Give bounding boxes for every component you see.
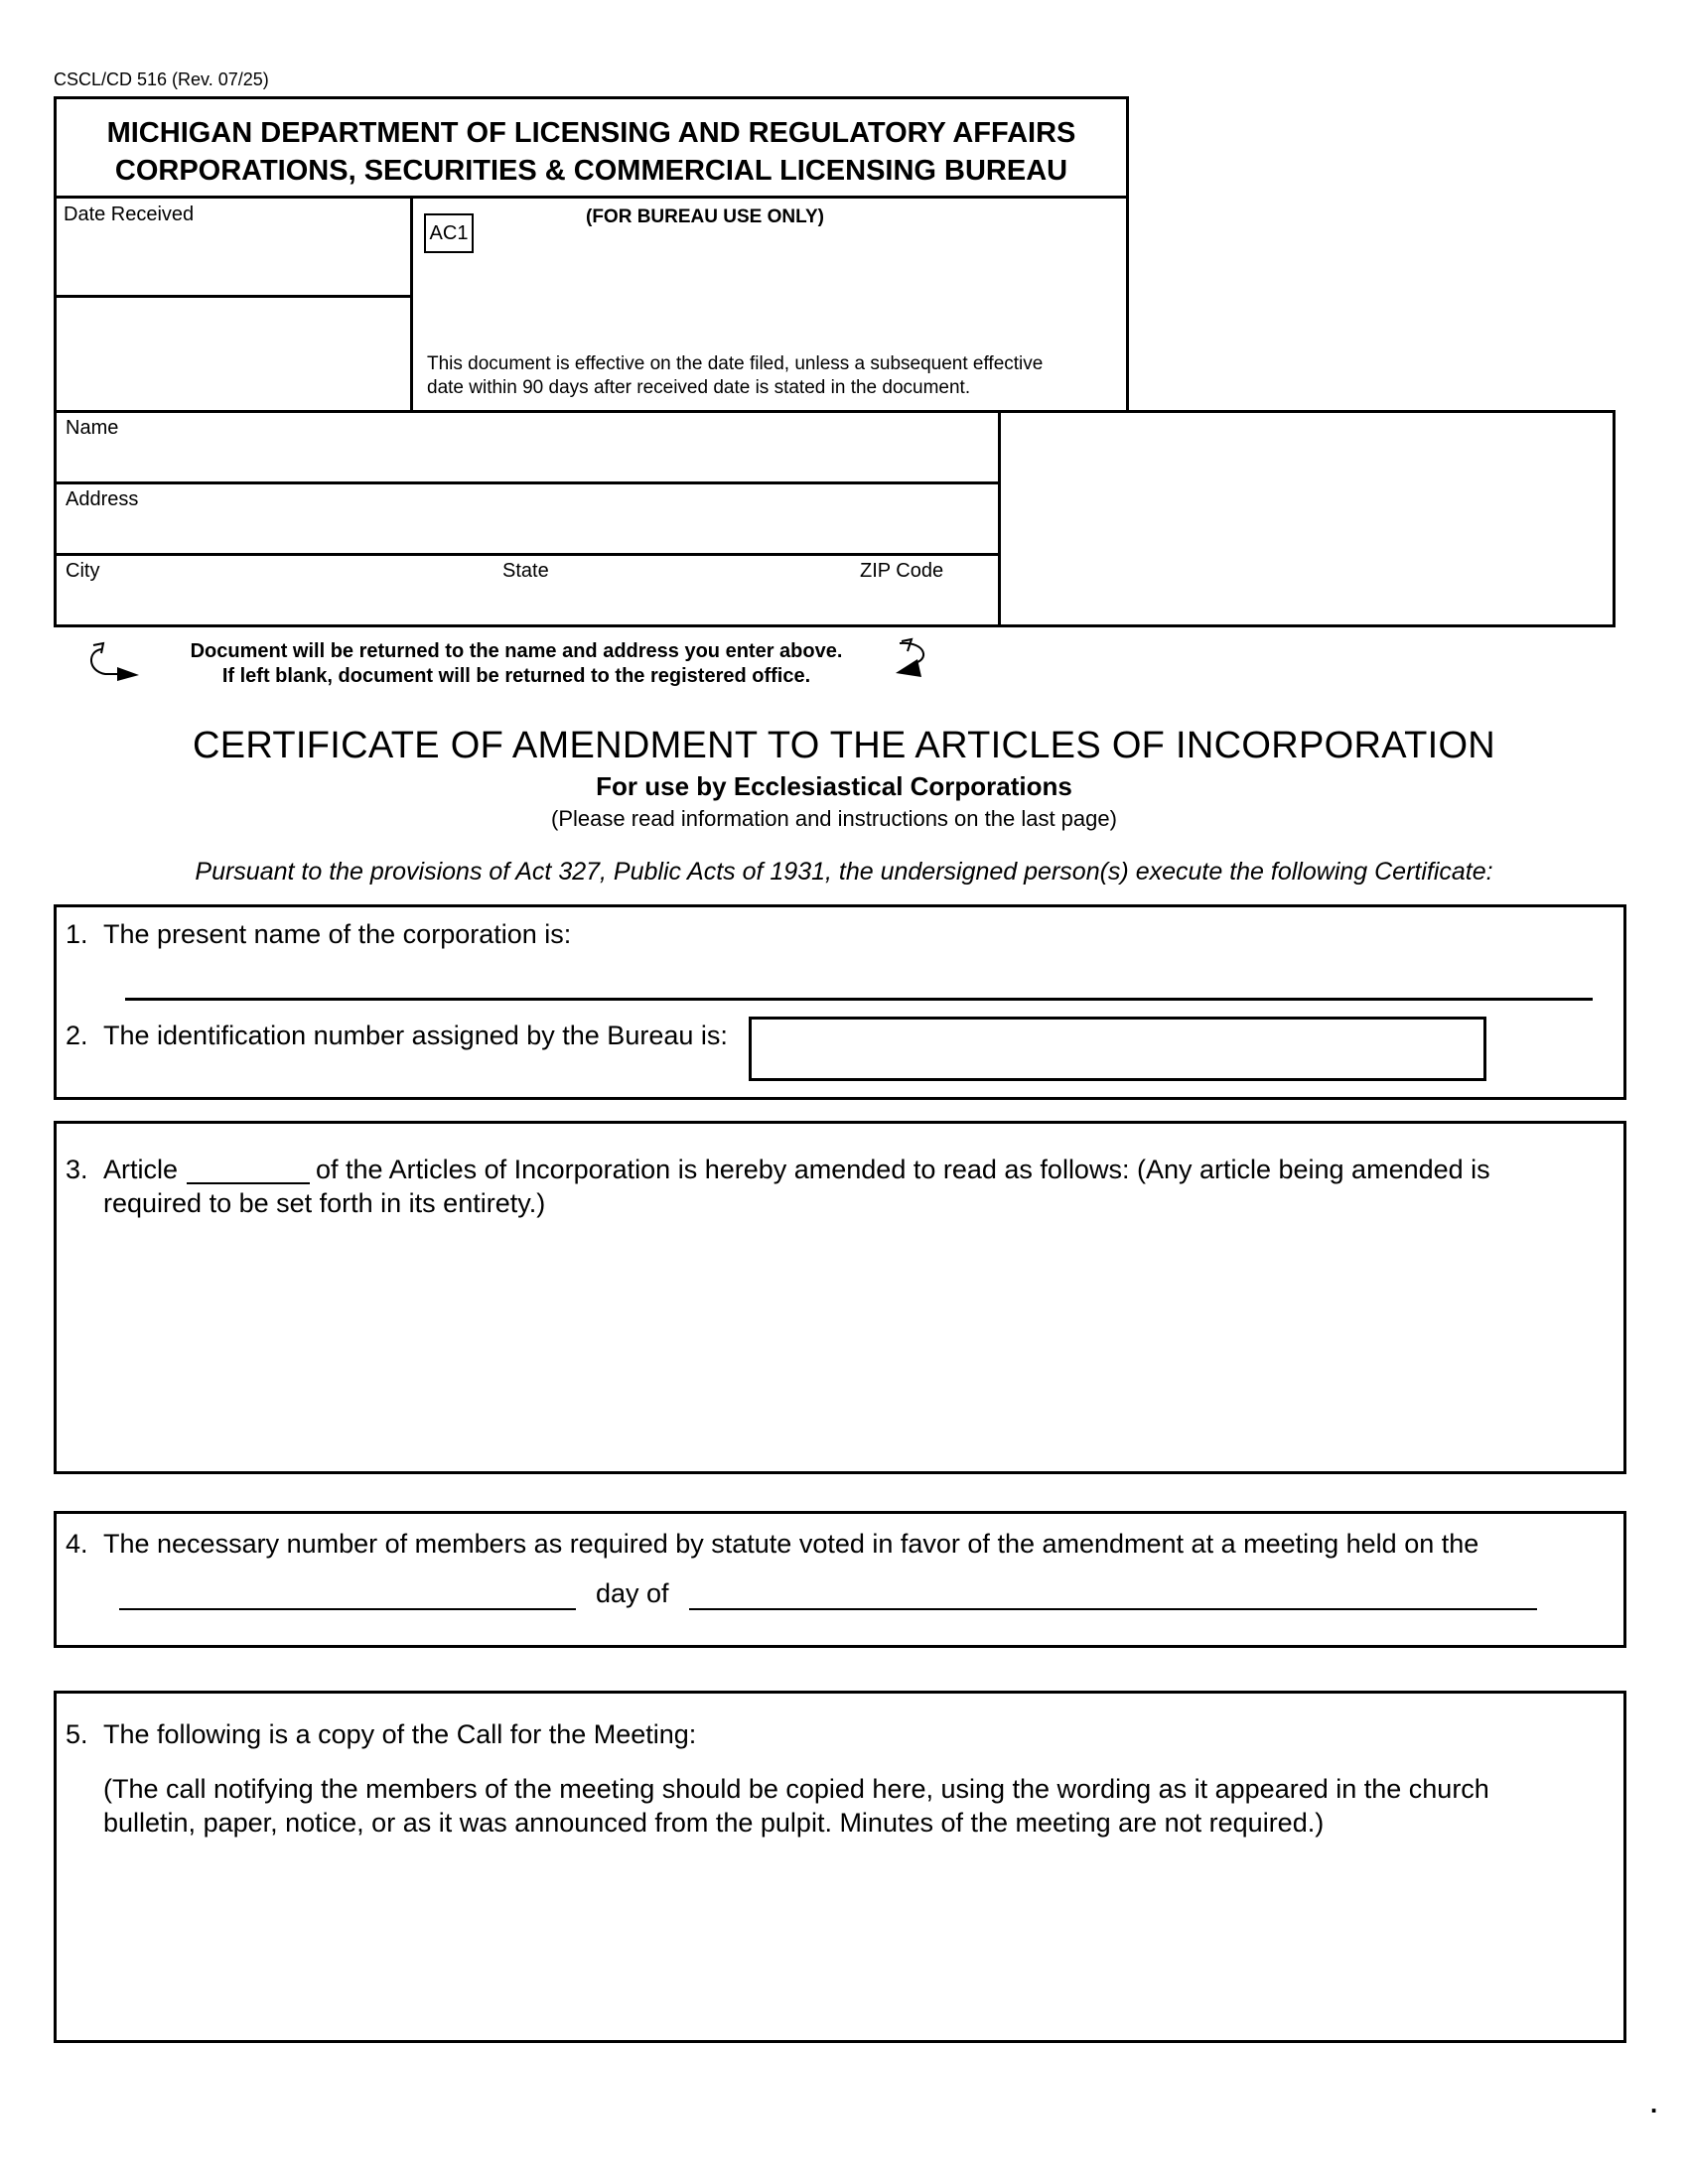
article-number-underline	[187, 1182, 310, 1184]
divider	[54, 553, 1000, 556]
preamble: Pursuant to the provisions of Act 327, Public Acts of 1931, the undersigned person(s) execute the following Certificate:	[195, 858, 1493, 886]
item-3-prefix: Article	[103, 1155, 179, 1184]
item-2-number: 2.	[66, 1021, 88, 1050]
form-code: CSCL/CD 516 (Rev. 07/25)	[54, 69, 269, 89]
return-arrow-left-icon	[83, 641, 145, 683]
certificate-subtitle: For use by Ecclesiastical Corporations	[596, 771, 1072, 801]
day-of-label: day of	[596, 1578, 669, 1608]
return-arrow-right-icon	[892, 637, 937, 683]
date-received-label: Date Received	[64, 204, 195, 225]
meeting-call-text-area[interactable]	[66, 1852, 1615, 2033]
city-label: City	[66, 560, 100, 582]
item-1-label: The present name of the corporation is:	[103, 919, 572, 949]
item-2-label: The identification number assigned by the Bureau is:	[103, 1021, 728, 1050]
meeting-day-underline	[119, 1608, 576, 1610]
item-5-instructions-line1: (The call notifying the members of the meeting should be copied here, using the wording as it appeared in the church	[103, 1774, 1489, 1804]
divider	[54, 481, 1000, 484]
address-label: Address	[66, 488, 139, 510]
meeting-month-year-field[interactable]	[689, 1574, 1537, 1608]
meeting-month-year-underline	[689, 1608, 1537, 1610]
divider	[410, 196, 413, 413]
divider	[998, 410, 1001, 627]
corporation-name-underline	[125, 998, 1593, 1001]
item-4-text: The necessary number of members as required by statute voted in favor of the amendment at a meeting held on the	[103, 1529, 1479, 1559]
return-notice-line2: If left blank, document will be returned to the registered office.	[221, 665, 811, 687]
footer-mark: .	[1650, 2089, 1658, 2118]
instructions-note: (Please read information and instructions on the last page)	[551, 806, 1117, 831]
item-5-number: 5.	[66, 1719, 88, 1749]
item-5-instructions-line2: bulletin, paper, notice, or as it was announced from the pulpit. Minutes of the meeting are not required.)	[103, 1808, 1325, 1838]
agency-header	[54, 96, 1129, 199]
effective-note-line2: date within 90 days after received date is stated in the document.	[427, 377, 971, 398]
item-3-text: of the Articles of Incorporation is hereby amended to read as follows: (Any article being amended is	[316, 1155, 1490, 1184]
state-label: State	[502, 560, 549, 582]
corporation-name-field[interactable]	[125, 955, 1593, 995]
date-received-field[interactable]	[60, 230, 407, 290]
return-notice-line1: Document will be returned to the name and address you enter above.	[190, 640, 843, 662]
effective-note-line1: This document is effective on the date filed, unless a subsequent effective	[427, 353, 1044, 374]
item-3-number: 3.	[66, 1155, 88, 1184]
zip-label: ZIP Code	[860, 560, 944, 582]
identification-number-field[interactable]	[749, 1017, 1486, 1081]
item-5-text: The following is a copy of the Call for the Meeting:	[103, 1719, 697, 1749]
address-field[interactable]	[60, 514, 993, 550]
item-3-text-line2: required to be set forth in its entirety.)	[103, 1188, 546, 1218]
agency-title-line1: MICHIGAN DEPARTMENT OF LICENSING AND REGULATORY AFFAIRS	[106, 117, 1076, 149]
item-4-number: 4.	[66, 1529, 88, 1559]
meeting-day-field[interactable]	[119, 1574, 576, 1608]
city-field[interactable]	[60, 586, 487, 621]
amendment-text-area[interactable]	[66, 1227, 1615, 1465]
item-1-number: 1.	[66, 919, 88, 949]
divider	[54, 295, 413, 298]
bureau-code-box: AC1	[424, 213, 474, 253]
zip-field[interactable]	[854, 586, 993, 621]
article-number-field[interactable]	[187, 1152, 310, 1181]
bureau-use-only-label: (FOR BUREAU USE ONLY)	[586, 206, 824, 227]
name-label: Name	[66, 417, 119, 439]
bureau-stamp-area	[1005, 417, 1609, 620]
agency-title-line2: CORPORATIONS, SECURITIES & COMMERCIAL LICENSING BUREAU	[114, 155, 1068, 187]
state-field[interactable]	[496, 586, 844, 621]
certificate-title: CERTIFICATE OF AMENDMENT TO THE ARTICLES OF INCORPORATION	[192, 725, 1496, 766]
name-field[interactable]	[60, 443, 993, 478]
